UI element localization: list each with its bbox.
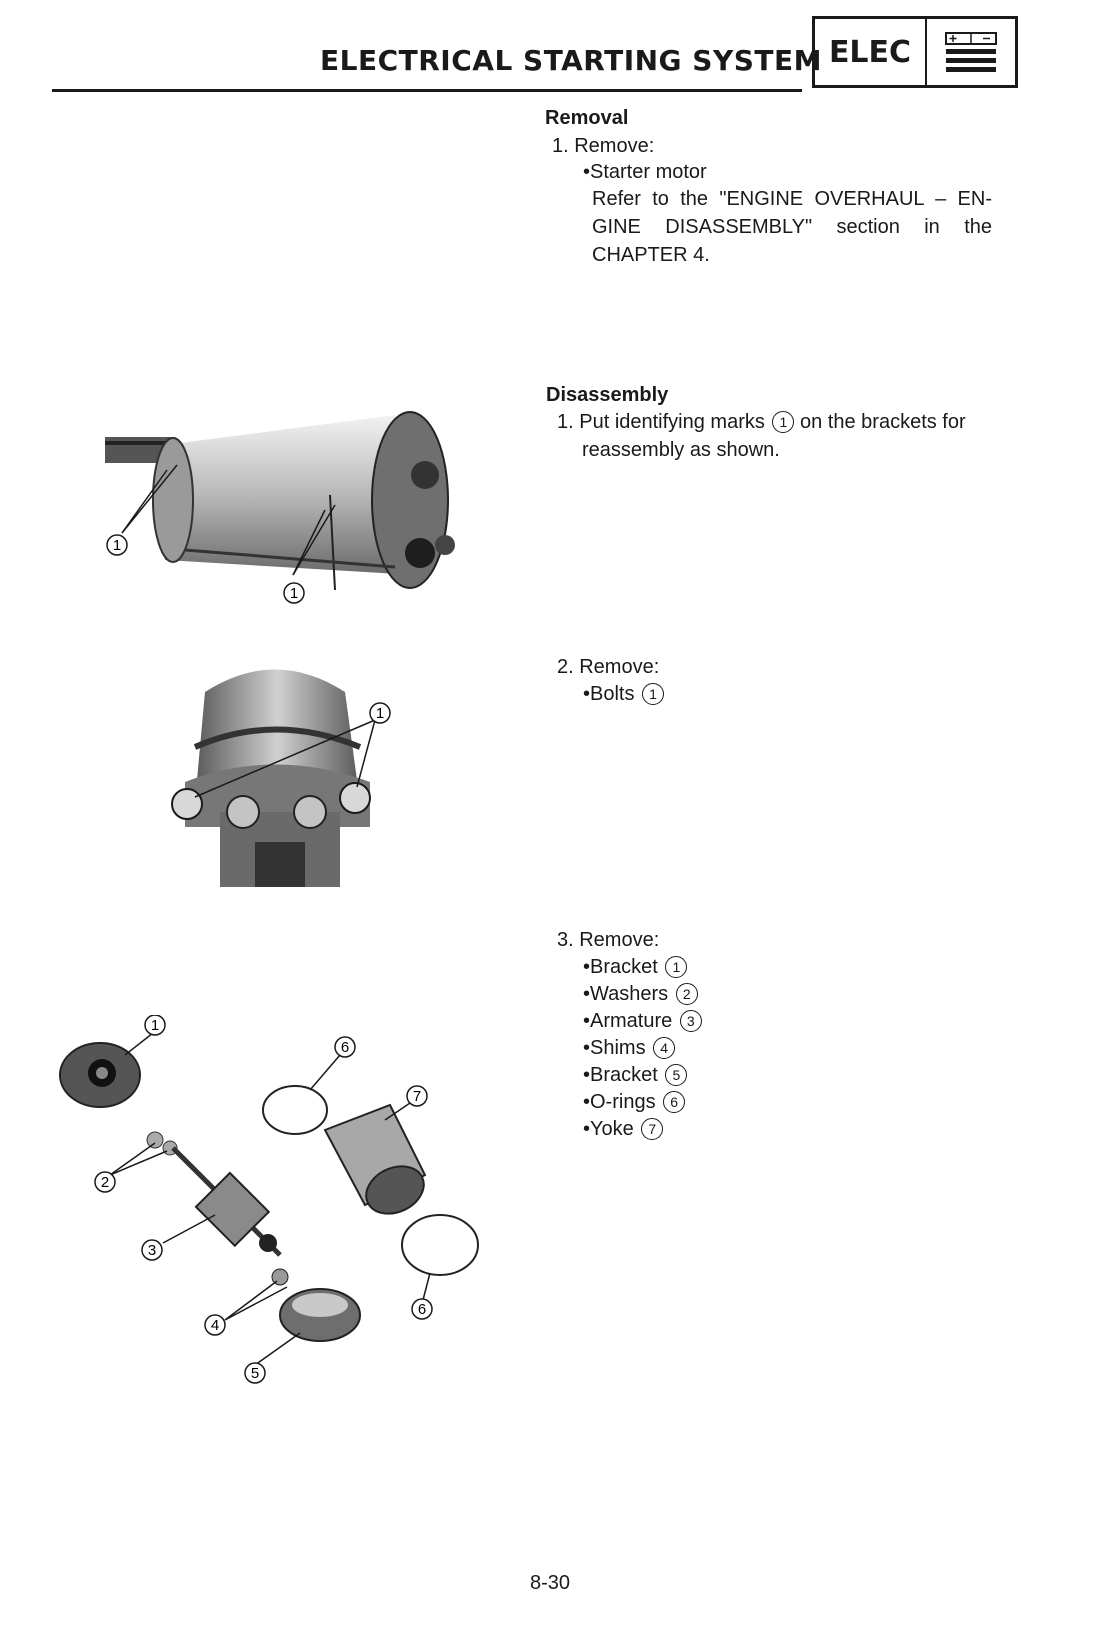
item-label: •Bracket — [583, 956, 658, 978]
header-rule — [52, 89, 802, 92]
item-label: •O-rings — [583, 1091, 656, 1113]
list-item — [583, 1007, 702, 1034]
list-item — [583, 953, 702, 980]
list-item — [583, 1034, 702, 1061]
battery-icon — [927, 19, 1015, 85]
removal-step-1: 1. Remove: — [552, 135, 655, 157]
item-label: •Washers — [583, 983, 669, 1005]
section-badge-label: ELEC — [815, 19, 927, 85]
list-item — [583, 1061, 702, 1088]
callout-number: 6 — [340, 1039, 350, 1056]
callout-number: 1 — [150, 1017, 160, 1034]
callout-number: 5 — [665, 1064, 687, 1086]
list-item — [583, 1088, 702, 1115]
callout-number: 4 — [210, 1317, 220, 1334]
step-3-parts-list — [583, 953, 702, 1142]
bracket-bolts-photo — [165, 652, 415, 902]
item-label: •Yoke — [583, 1118, 634, 1140]
removal-refer-line-2: GINE DISASSEMBLY" section in the — [592, 216, 992, 238]
callout-number: 1 — [772, 411, 794, 433]
callout-number: 6 — [417, 1301, 427, 1318]
item-label: •Shims — [583, 1037, 646, 1059]
removal-refer-line-1: Refer to the "ENGINE OVERHAUL – EN- — [592, 188, 992, 210]
disassembly-step-2-item — [583, 680, 664, 708]
callout-number: 5 — [250, 1365, 260, 1382]
step-1-text-post: on the brackets for — [800, 411, 966, 433]
item-label: •Bracket — [583, 1064, 658, 1086]
disassembly-step-1 — [557, 408, 966, 436]
disassembly-heading: Disassembly — [546, 384, 669, 406]
step-1-text-pre: 1. Put identifying marks — [557, 411, 765, 433]
callout-number: 7 — [641, 1118, 663, 1140]
item-label: •Armature — [583, 1010, 673, 1032]
starter-motor-photo — [95, 385, 475, 640]
removal-heading: Removal — [545, 107, 629, 129]
list-item — [583, 1115, 702, 1142]
section-badge — [812, 16, 1018, 88]
removal-item: •Starter motor — [583, 161, 707, 183]
callout-number: 6 — [663, 1091, 685, 1113]
page-title: ELECTRICAL STARTING SYSTEM — [320, 44, 822, 77]
callout-number: 1 — [289, 585, 299, 602]
disassembly-step-3: 3. Remove: — [557, 929, 660, 951]
callout-number: 3 — [680, 1010, 702, 1032]
callout-number: 3 — [147, 1242, 157, 1259]
removal-refer-line-3: CHAPTER 4. — [592, 244, 710, 266]
callout-number: 1 — [642, 683, 664, 705]
page-number: 8-30 — [530, 1572, 571, 1594]
callout-number: 1 — [112, 537, 122, 554]
callout-number: 2 — [100, 1174, 110, 1191]
exploded-view-diagram — [55, 1015, 515, 1455]
disassembly-step-1-line-2: reassembly as shown. — [582, 439, 780, 461]
item-label: •Bolts — [583, 683, 635, 705]
callout-number: 1 — [375, 705, 385, 722]
callout-number: 7 — [412, 1088, 422, 1105]
callout-number: 4 — [653, 1037, 675, 1059]
disassembly-step-2: 2. Remove: — [557, 656, 660, 678]
callout-number: 2 — [676, 983, 698, 1005]
list-item — [583, 980, 702, 1007]
callout-number: 1 — [665, 956, 687, 978]
